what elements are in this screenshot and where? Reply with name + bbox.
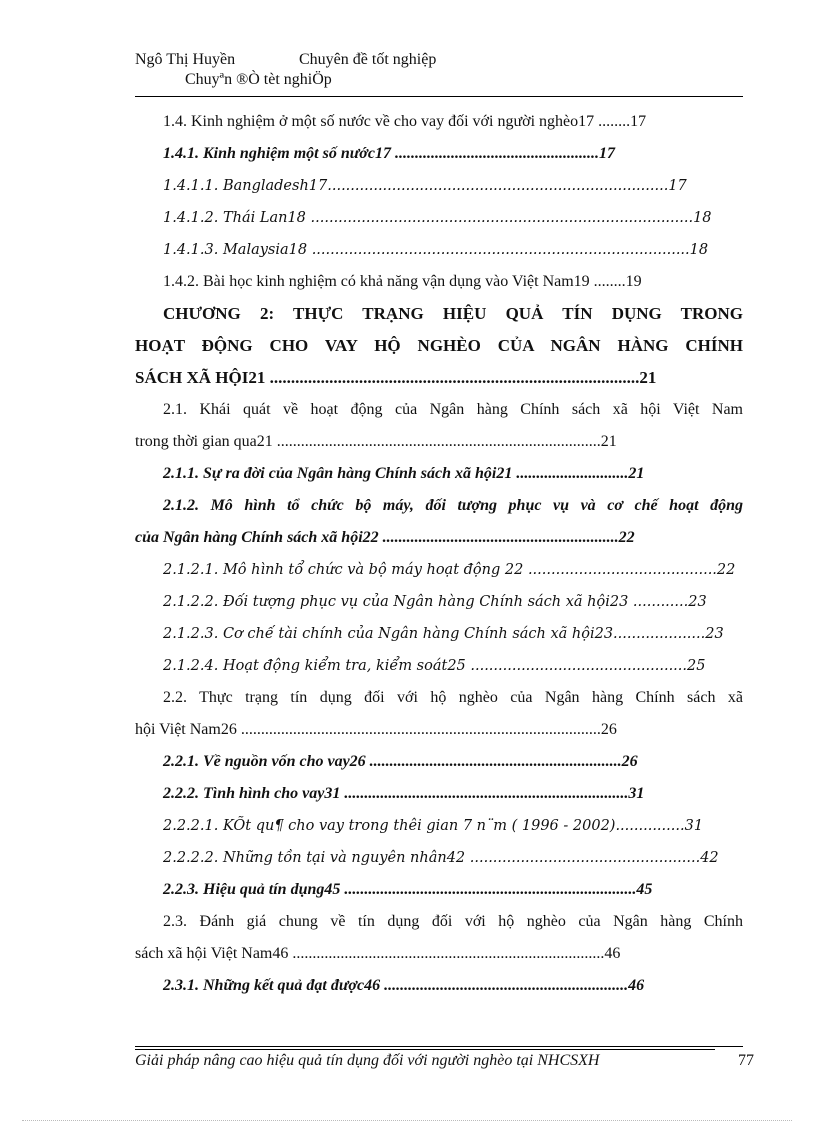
toc-entry-2-3[interactable]: [135, 906, 743, 970]
toc-entry-1-4[interactable]: 1.4. Kinh nghiệm ở một số nước về cho vay đối với người nghèo17 ........17: [163, 113, 647, 130]
toc-entry-2-2-2-2[interactable]: 2.2.2.2. Những tồn tại và nguyên nhân42 ..................................................42: [163, 850, 719, 866]
toc-entry-2-2-1[interactable]: 2.2.1. Về nguồn vốn cho vay26 ...............................................................26: [163, 753, 638, 770]
toc-entry-2-1-2-3[interactable]: 2.1.2.3. Cơ chế tài chính của Ngân hàng Chính sách xã hội23....................23: [163, 626, 724, 642]
toc-2-1-2-line-2: của Ngân hàng Chính sách xã hội22 ...........................................................22: [135, 529, 635, 546]
header-subject: Chuyên đề tốt nghiệp: [299, 51, 437, 68]
toc-entry-2-2-2[interactable]: 2.2.2. Tình hình cho vay31 .......................................................................31: [163, 785, 645, 802]
header-author: Ngô Thị Huyền: [135, 51, 236, 68]
toc-2-1-line-2: trong thời gian qua21 .................................................................................21: [135, 433, 617, 450]
toc-entry-2-1-2[interactable]: [135, 490, 743, 554]
page-footer: [135, 1052, 754, 1070]
toc-2-1-2-line-1: 2.1.2. Mô hình tổ chức bộ máy, đối tượng phục vụ và cơ chế hoạt động: [163, 497, 743, 514]
chapter-2-line-3: SÁCH XÃ HỘI21 .......................................................................................21: [135, 368, 657, 387]
toc-2-2-line-1: 2.2. Thực trạng tín dụng đối với hộ nghèo của Ngân hàng Chính sách xã: [163, 689, 743, 706]
toc-2-1-line-1: 2.1. Khái quát về hoạt động của Ngân hàng Chính sách xã hội Việt Nam: [163, 401, 743, 418]
chapter-2-line-1: CHƯƠNG 2: THỰC TRẠNG HIỆU QUẢ TÍN DỤNG TRONG: [163, 304, 743, 323]
toc-entry-1-4-1-1[interactable]: 1.4.1.1. Bangladesh17..........................................................................17: [163, 178, 687, 194]
toc-2-3-line-2: sách xã hội Việt Nam46 ..............................................................................46: [135, 945, 621, 962]
toc-entry-2-2[interactable]: [135, 682, 743, 746]
toc-2-2-line-2: hội Việt Nam26 ..........................................................................................26: [135, 721, 617, 738]
toc-entry-2-1-2-2[interactable]: 2.1.2.2. Đối tượng phục vụ của Ngân hàng Chính sách xã hội23 ............23: [163, 594, 707, 610]
toc-entry-1-4-2[interactable]: 1.4.2. Bài học kinh nghiệm có khả năng vận dụng vào Việt Nam19 ........19: [163, 273, 642, 290]
toc-entry-2-1-2-4[interactable]: 2.1.2.4. Hoạt động kiểm tra, kiểm soát25 ...............................................25: [163, 658, 706, 674]
footer-divider-top: [135, 1046, 743, 1047]
toc-entry-chapter-2[interactable]: [135, 298, 743, 394]
toc-entry-2-1[interactable]: [135, 394, 743, 458]
page-bottom-border: [22, 1120, 792, 1121]
footer-divider-bottom: [135, 1049, 715, 1050]
toc-entry-1-4-1[interactable]: 1.4.1. Kinh nghiệm một số nước17 ...................................................17: [163, 145, 615, 162]
toc-entry-1-4-1-3[interactable]: 1.4.1.3. Malaysia18 ..................................................................................18: [163, 242, 709, 258]
page-number: 77: [738, 1052, 754, 1069]
page-header: [135, 50, 735, 90]
toc-entry-2-1-1[interactable]: 2.1.1. Sự ra đời của Ngân hàng Chính sách xã hội21 ............................21: [163, 465, 645, 482]
footer-title: Giải pháp nâng cao hiệu quả tín dụng đối với người nghèo tại NHCSXH: [135, 1052, 600, 1069]
toc-2-3-line-1: 2.3. Đánh giá chung về tín dụng đối với hộ nghèo của Ngân hàng Chính: [163, 913, 743, 930]
header-subject-garbled: Chuyªn ®Ò tèt nghiÖp: [185, 71, 332, 88]
toc-entry-2-3-1[interactable]: 2.3.1. Những kết quả đạt được46 .............................................................46: [163, 977, 645, 994]
toc-entry-2-2-3[interactable]: 2.2.3. Hiệu quả tín dụng45 .........................................................................45: [163, 881, 653, 898]
header-divider: [135, 96, 743, 97]
table-of-contents: [135, 106, 743, 1002]
toc-entry-1-4-1-2[interactable]: 1.4.1.2. Thái Lan18 ...................................................................................18: [163, 210, 712, 226]
toc-entry-2-1-2-1[interactable]: 2.1.2.1. Mô hình tổ chức và bộ máy hoạt động 22 .........................................22: [163, 562, 736, 578]
chapter-2-line-2: HOẠT ĐỘNG CHO VAY HỘ NGHÈO CỦA NGÂN HÀNG CHÍNH: [135, 336, 743, 355]
toc-entry-2-2-2-1[interactable]: 2.2.2.1. KÕt qu¶ cho vay trong thêi gian 7 n¨m ( 1996 - 2002)...............31: [163, 818, 704, 834]
